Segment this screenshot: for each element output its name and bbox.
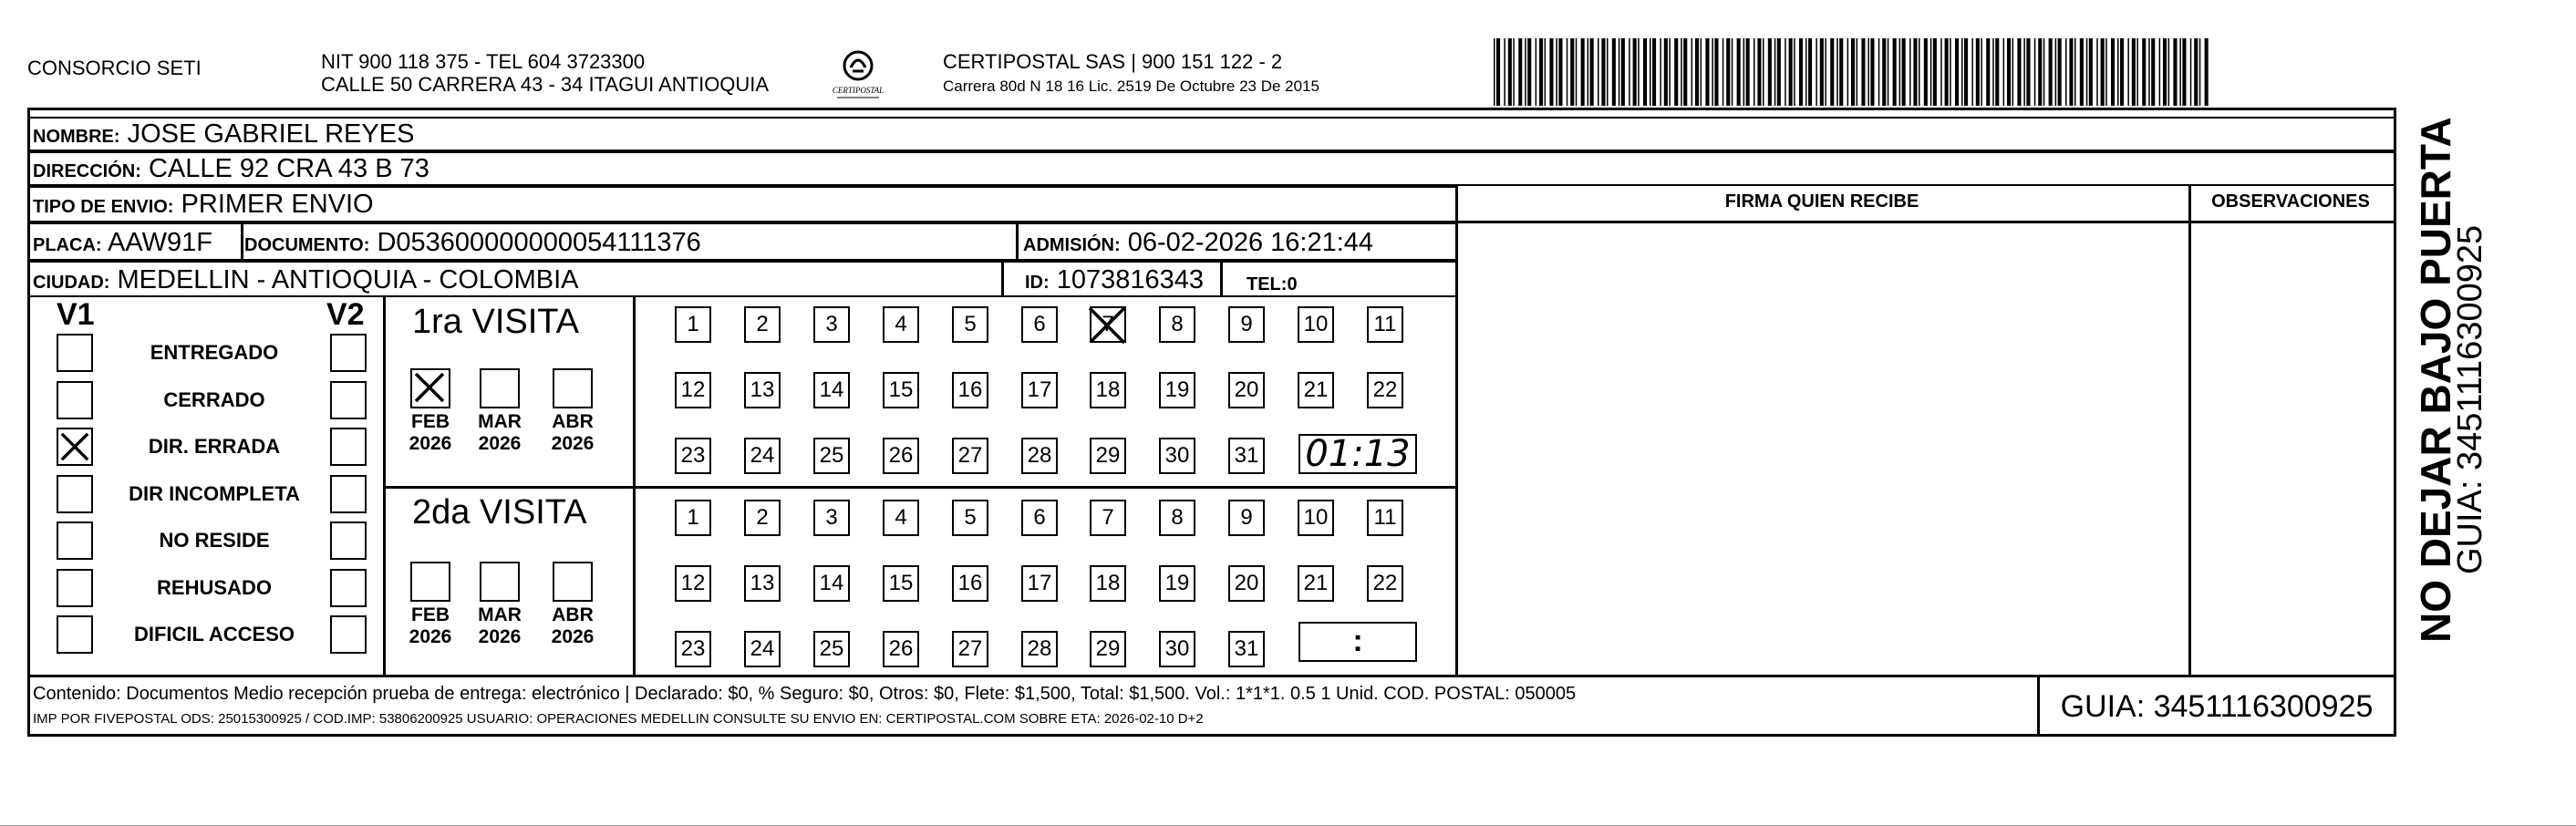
day-number: 12 xyxy=(680,377,706,402)
day-number: 21 xyxy=(1303,571,1329,595)
day-checkbox[interactable] xyxy=(1228,565,1265,602)
day-number: 3 xyxy=(825,312,838,336)
v2-checkbox[interactable] xyxy=(330,615,367,654)
x-mark-icon xyxy=(1086,305,1128,356)
observaciones-header: OBSERVACIONES xyxy=(2211,191,2370,212)
barcode xyxy=(1494,38,2214,106)
day-checkbox[interactable] xyxy=(952,631,988,667)
ciudad-label: CIUDAD: xyxy=(33,273,110,293)
day-number: 7 xyxy=(1102,312,1114,336)
day-checkbox[interactable] xyxy=(1367,306,1403,343)
month-checkbox[interactable] xyxy=(553,562,593,602)
day-checkbox[interactable] xyxy=(1367,565,1403,602)
day-checkbox[interactable] xyxy=(1228,438,1265,474)
day-number: 14 xyxy=(819,377,844,402)
day-number: 5 xyxy=(964,505,977,530)
day-checkbox[interactable] xyxy=(813,565,850,602)
ciudad-value: MEDELLIN - ANTIOQUIA - COLOMBIA xyxy=(117,265,579,294)
id-value: 1073816343 xyxy=(1056,265,1205,294)
day-number: 24 xyxy=(750,636,775,661)
month-name: ABR xyxy=(552,604,594,625)
day-checkbox[interactable] xyxy=(1228,500,1265,536)
company-name: CONSORCIO SETI xyxy=(27,57,202,79)
day-number: 1 xyxy=(687,312,699,336)
day-checkbox[interactable] xyxy=(1159,565,1195,602)
divider xyxy=(1220,261,1223,297)
day-number: 17 xyxy=(1027,571,1052,595)
certipostal-line1: CERTIPOSTAL SAS | 900 151 122 - 2 xyxy=(943,50,1283,73)
id-field xyxy=(1025,267,1204,296)
day-checkbox[interactable] xyxy=(1228,372,1265,408)
day-number: 20 xyxy=(1234,571,1259,595)
v2-checkbox[interactable] xyxy=(330,569,367,607)
day-number: 3 xyxy=(825,505,838,530)
v2-checkbox[interactable] xyxy=(330,381,367,419)
day-number: 11 xyxy=(1373,312,1397,336)
day-number: 17 xyxy=(1027,377,1052,402)
month-year: 2026 xyxy=(551,433,595,454)
day-checkbox[interactable] xyxy=(1298,565,1334,602)
v2-checkbox[interactable] xyxy=(330,334,367,372)
day-number: 9 xyxy=(1240,505,1253,530)
day-number: 19 xyxy=(1164,377,1190,402)
day-number: 1 xyxy=(687,505,699,530)
day-checkbox[interactable] xyxy=(1021,438,1058,474)
firma-header: FIRMA QUIEN RECIBE xyxy=(1724,191,1919,212)
day-checkbox[interactable] xyxy=(1021,372,1058,408)
day-number: 22 xyxy=(1372,571,1398,595)
v1-checkbox[interactable] xyxy=(57,475,93,513)
day-checkbox[interactable] xyxy=(813,372,850,408)
divider xyxy=(2037,675,2040,737)
day-number: 6 xyxy=(1033,312,1046,336)
v2-label: V2 xyxy=(326,297,365,332)
day-number: 7 xyxy=(1102,505,1114,530)
day-number: 20 xyxy=(1234,377,1259,402)
day-number: 30 xyxy=(1164,636,1190,661)
day-number: 26 xyxy=(888,636,914,661)
day-number: 11 xyxy=(1373,505,1397,530)
status-label: DIR. ERRADA xyxy=(148,435,281,458)
first-visit-time: 01:13 xyxy=(1298,434,1417,474)
second-visit-time: : xyxy=(1298,622,1417,662)
month-name: MAR xyxy=(478,411,522,432)
month-name: FEB xyxy=(411,604,450,625)
day-number: 9 xyxy=(1240,312,1253,336)
second-visit-title: 2da VISITA xyxy=(412,493,587,532)
month-year: 2026 xyxy=(409,433,452,454)
day-checkbox[interactable] xyxy=(744,372,781,408)
footer-line2: IMP POR FIVEPOSTAL ODS: 25015300925 / COD.IMP: 53806200925 USUARIO: OPERACIONES MEDELLIN CONSULTE SU ENVIO EN: CERTIPOSTAL.COM SOBRE ETA: 2026-02-10 D+2 xyxy=(33,711,1204,727)
day-number: 2 xyxy=(756,312,769,336)
day-number: 8 xyxy=(1171,312,1184,336)
certipostal-line2: Carrera 80d N 18 16 Lic. 2519 De Octubre 23 De 2015 xyxy=(943,77,1319,95)
day-checkbox[interactable] xyxy=(1090,372,1126,408)
divider xyxy=(383,486,1457,489)
day-number: 28 xyxy=(1027,443,1052,468)
tipo-value: PRIMER ENVIO xyxy=(181,190,374,219)
day-checkbox[interactable] xyxy=(883,500,919,536)
admision-label: ADMISIÓN: xyxy=(1023,235,1121,255)
day-checkbox[interactable] xyxy=(883,438,919,474)
day-number: 16 xyxy=(957,571,983,595)
day-checkbox[interactable] xyxy=(1228,306,1265,343)
day-number: 29 xyxy=(1095,636,1121,661)
svg-text:CERTIPOSTAL: CERTIPOSTAL xyxy=(832,86,885,95)
day-checkbox[interactable] xyxy=(813,631,850,667)
first-visit-title: 1ra VISITA xyxy=(412,303,580,341)
day-number: 18 xyxy=(1095,571,1121,595)
day-number: 12 xyxy=(680,571,706,595)
day-number: 15 xyxy=(888,571,914,595)
day-checkbox[interactable] xyxy=(813,438,850,474)
nombre-value: JOSE GABRIEL REYES xyxy=(127,119,415,149)
direccion-label: DIRECCIÓN: xyxy=(33,161,141,181)
day-checkbox[interactable] xyxy=(675,500,711,536)
status-label: DIFICIL ACCESO xyxy=(133,623,295,645)
day-number: 10 xyxy=(1303,312,1329,336)
divider xyxy=(1455,221,2396,223)
day-checkbox[interactable] xyxy=(1159,631,1195,667)
month-checkbox[interactable] xyxy=(410,562,450,602)
side-title: NO DEJAR BAJO PUERTA xyxy=(2412,117,2459,643)
day-checkbox[interactable] xyxy=(1021,565,1058,602)
day-number: 6 xyxy=(1033,505,1046,530)
day-checkbox[interactable] xyxy=(813,306,850,343)
day-checkbox[interactable] xyxy=(1090,438,1126,474)
firma-left-divider xyxy=(1455,186,1458,675)
day-checkbox[interactable] xyxy=(1090,500,1126,536)
day-checkbox[interactable] xyxy=(744,306,781,343)
status-label: REHUSADO xyxy=(157,576,272,599)
day-number: 23 xyxy=(680,443,706,468)
direccion-value: CALLE 92 CRA 43 B 73 xyxy=(148,154,429,183)
month-checkbox[interactable] xyxy=(553,368,593,408)
day-checkbox[interactable] xyxy=(675,306,711,343)
month-name: ABR xyxy=(552,411,594,432)
day-checkbox[interactable] xyxy=(952,438,988,474)
admision-value: 06-02-2026 16:21:44 xyxy=(1127,228,1374,257)
month-checkbox[interactable] xyxy=(410,368,450,408)
day-checkbox[interactable] xyxy=(883,631,919,667)
day-checkbox[interactable] xyxy=(883,565,919,602)
day-checkbox[interactable] xyxy=(1298,372,1334,408)
day-checkbox[interactable] xyxy=(1159,306,1195,343)
v1-checkbox[interactable] xyxy=(57,521,93,560)
month-year: 2026 xyxy=(478,626,522,647)
day-number: 25 xyxy=(819,636,844,661)
month-checkbox[interactable] xyxy=(480,562,520,602)
day-checkbox[interactable] xyxy=(1090,631,1126,667)
certipostal-logo-icon xyxy=(826,47,890,104)
side-guia: GUIA: 3451116300925 xyxy=(2451,224,2489,574)
id-label: ID: xyxy=(1025,273,1050,293)
day-number: 22 xyxy=(1372,377,1398,402)
certipostal-logo xyxy=(826,47,890,104)
tipo-row xyxy=(27,186,1457,222)
day-checkbox[interactable] xyxy=(675,565,711,602)
day-checkbox[interactable] xyxy=(1090,306,1126,343)
day-number: 15 xyxy=(888,377,914,402)
day-checkbox[interactable] xyxy=(952,306,988,343)
day-checkbox[interactable] xyxy=(952,372,988,408)
nombre-label: NOMBRE: xyxy=(33,127,120,147)
day-number: 29 xyxy=(1095,443,1121,468)
v2-checkbox[interactable] xyxy=(330,428,367,466)
day-checkbox[interactable] xyxy=(675,372,711,408)
tel-label: TEL: xyxy=(1247,274,1288,294)
day-checkbox[interactable] xyxy=(883,306,919,343)
divider xyxy=(27,675,2396,677)
day-number: 5 xyxy=(964,312,977,336)
day-number: 28 xyxy=(1027,636,1052,661)
day-checkbox[interactable] xyxy=(1159,438,1195,474)
v2-checkbox[interactable] xyxy=(330,521,367,560)
divider xyxy=(1001,261,1004,297)
day-checkbox[interactable] xyxy=(744,438,781,474)
day-number: 16 xyxy=(957,377,983,402)
tel-field xyxy=(1247,270,1298,297)
day-number: 30 xyxy=(1164,443,1190,468)
day-number: 31 xyxy=(1234,636,1259,661)
v1-label: V1 xyxy=(57,297,95,332)
admision-field xyxy=(1023,230,1373,259)
day-number: 21 xyxy=(1303,377,1329,402)
month-name: MAR xyxy=(478,604,522,625)
divider xyxy=(1016,222,1019,261)
v1-checkbox[interactable] xyxy=(57,569,93,607)
nombre-row xyxy=(27,117,2396,151)
firma-right-divider xyxy=(2188,186,2191,675)
divider xyxy=(241,222,243,261)
footer-guia: GUIA: 3451116300925 xyxy=(2060,689,2374,724)
month-checkbox[interactable] xyxy=(480,368,520,408)
day-checkbox[interactable] xyxy=(1021,631,1058,667)
day-checkbox[interactable] xyxy=(952,565,988,602)
day-number: 4 xyxy=(895,312,907,336)
day-checkbox[interactable] xyxy=(813,500,850,536)
month-year: 2026 xyxy=(551,626,595,647)
placa-value: AAW91F xyxy=(108,228,212,257)
status-label: ENTREGADO xyxy=(150,341,279,364)
placa-label: PLACA: xyxy=(33,235,102,255)
status-label: DIR INCOMPLETA xyxy=(129,482,300,505)
day-checkbox[interactable] xyxy=(1367,500,1403,536)
status-label: NO RESIDE xyxy=(159,529,270,552)
documento-label: DOCUMENTO: xyxy=(244,235,370,255)
day-checkbox[interactable] xyxy=(1367,372,1403,408)
day-checkbox[interactable] xyxy=(952,500,988,536)
day-number: 31 xyxy=(1234,443,1259,468)
day-checkbox[interactable] xyxy=(1228,631,1265,667)
v1-checkbox[interactable] xyxy=(57,381,93,419)
day-checkbox[interactable] xyxy=(1298,306,1334,343)
status-label: CERRADO xyxy=(163,388,265,411)
day-checkbox[interactable] xyxy=(1159,372,1195,408)
ciudad-row xyxy=(27,261,1457,297)
placa-field xyxy=(33,230,212,259)
day-number: 4 xyxy=(895,505,907,530)
address-line: CALLE 50 CARRERA 43 - 34 ITAGUI ANTIOQUIA xyxy=(321,73,770,96)
month-year: 2026 xyxy=(409,626,452,647)
day-number: 8 xyxy=(1171,505,1184,530)
day-checkbox[interactable] xyxy=(675,631,711,667)
day-number: 23 xyxy=(680,636,706,661)
day-number: 2 xyxy=(756,505,769,530)
day-checkbox[interactable] xyxy=(675,438,711,474)
documento-value: D053600000000054111376 xyxy=(377,228,701,257)
month-year: 2026 xyxy=(478,433,522,454)
day-number: 14 xyxy=(819,571,844,595)
day-number: 25 xyxy=(819,443,844,468)
day-number: 19 xyxy=(1164,571,1190,595)
day-checkbox[interactable] xyxy=(1298,500,1334,536)
v1-checkbox[interactable] xyxy=(57,334,93,372)
day-number: 26 xyxy=(888,443,914,468)
day-checkbox[interactable] xyxy=(744,500,781,536)
footer-line1: Contenido: Documentos Medio recepción prueba de entrega: electrónico | Declarado: $0, % Seguro: $0, Otros: $0, Flete: $1,500, Total: $1,500. Vol.: 1*1*1. 0.5 1 Unid. COD. POSTAL: 050005 xyxy=(33,684,1577,704)
day-checkbox[interactable] xyxy=(744,565,781,602)
day-number: 18 xyxy=(1095,377,1121,402)
day-number: 10 xyxy=(1303,505,1329,530)
day-number: 27 xyxy=(957,443,983,468)
day-checkbox[interactable] xyxy=(1021,306,1058,343)
tel-value: 0 xyxy=(1287,274,1298,294)
day-checkbox[interactable] xyxy=(744,631,781,667)
direccion-row xyxy=(27,151,2396,186)
documento-field xyxy=(244,230,701,259)
day-checkbox[interactable] xyxy=(1159,500,1195,536)
v2-checkbox[interactable] xyxy=(330,475,367,513)
nit-line: NIT 900 118 375 - TEL 604 3723300 xyxy=(321,50,646,73)
ciudad-field xyxy=(33,267,579,296)
day-number: 24 xyxy=(750,443,775,468)
v1-checkbox[interactable] xyxy=(57,615,93,654)
day-number: 27 xyxy=(957,636,983,661)
day-checkbox[interactable] xyxy=(883,372,919,408)
day-checkbox[interactable] xyxy=(1090,565,1126,602)
day-number: 13 xyxy=(750,377,775,402)
day-checkbox[interactable] xyxy=(1021,500,1058,536)
tipo-label: TIPO DE ENVIO: xyxy=(33,197,174,217)
month-name: FEB xyxy=(411,411,450,432)
day-number: 13 xyxy=(750,571,775,595)
v1-checkbox[interactable] xyxy=(57,428,93,466)
